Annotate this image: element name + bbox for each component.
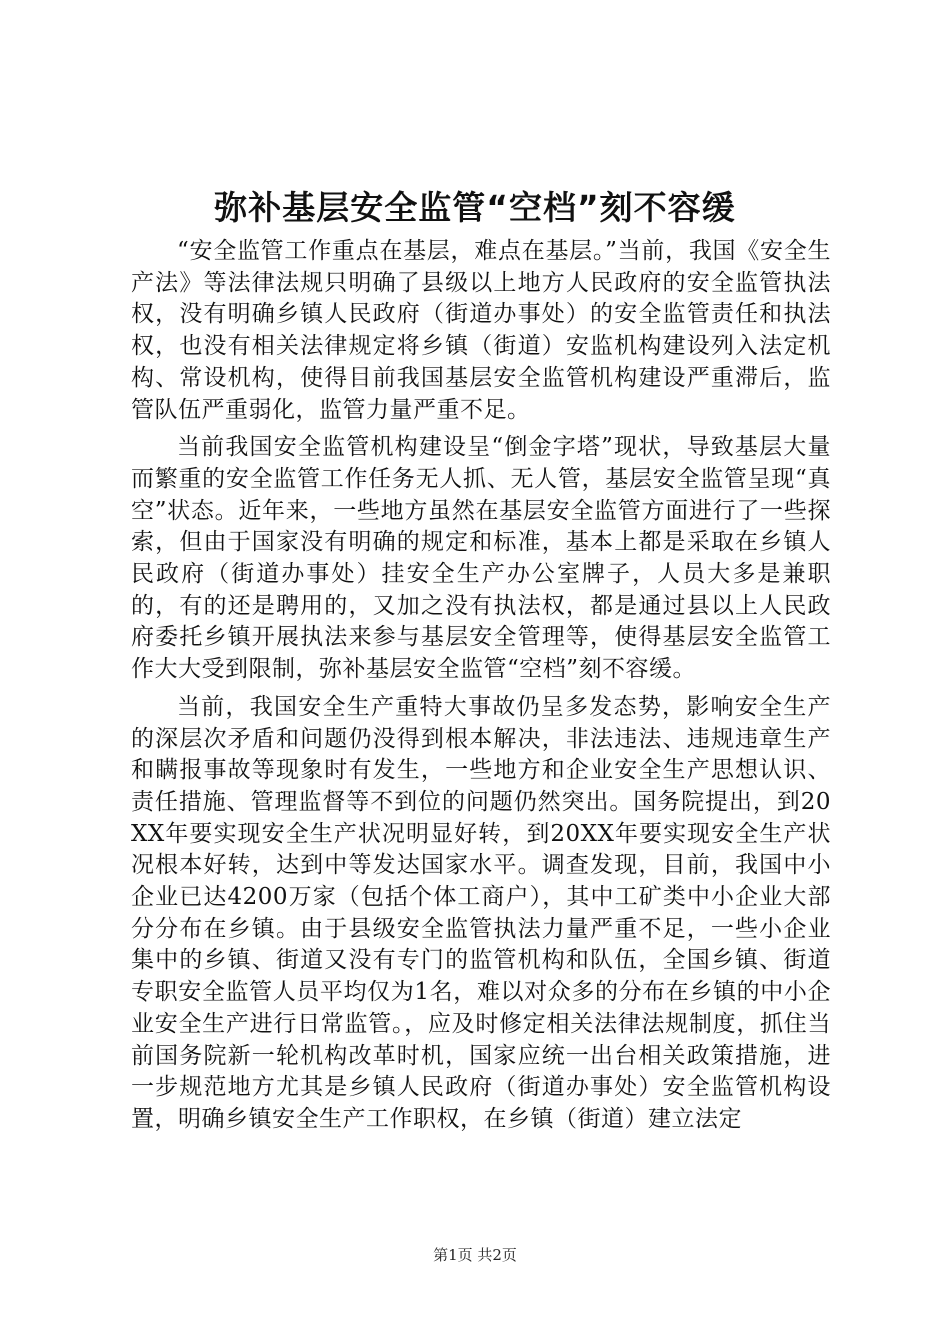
document-title: 弥补基层安全监管“空档”刻不容缓	[214, 188, 736, 227]
page-number-indicator: 第1页 共2页	[433, 1246, 517, 1264]
paragraph-1: “安全监管工作重点在基层，难点在基层。”当前，我国《安全生产法》等法律法规只明确了县级以上地方人民政府的安全监管执法权，没有明确乡镇人民政府（街道办事处）的安全监管责任和执法权，也没有相关法律规定将乡镇（街道）安监机构建设列入法定机构、常设机构，使得目前我国基层安全监管机构建设严重滞后，监管队伍严重弱化，监管力量严重不足。	[131, 238, 831, 423]
page-footer	[0, 1244, 950, 1266]
document-body	[131, 236, 831, 1136]
paragraph-3: 当前，我国安全生产重特大事故仍呈多发态势，影响安全生产的深层次矛盾和问题仍没得到根本解决，非法违法、违规违章生产和瞒报事故等现象时有发生，一些地方和企业安全生产思想认识、责任措施、管理监督等不到位的问题仍然突出。国务院提出，到20XX年要实现安全生产状况明显好转，到20XX年要实现安全生产状况根本好转，达到中等发达国家水平。调查发现，目前，我国中小企业已达4200万家（包括个体工商户），其中工矿类中小企业大部分分布在乡镇。由于县级安全监管执法力量严重不足，一些小企业集中的乡镇、街道又没有专门的监管机构和队伍，全国乡镇、街道专职安全监管人员平均仅为1名，难以对众多的分布在乡镇的中小企业安全生产进行日常监管。，应及时修定相关法律法规制度，抓住当前国务院新一轮机构改革时机，国家应统一出台相关政策措施，进一步规范地方尤其是乡镇人民政府（街道办事处）安全监管机构设置，明确乡镇安全生产工作职权，在乡镇（街道）建立法定	[131, 693, 831, 1132]
paragraph-2: 当前我国安全监管机构建设呈“倒金字塔”现状，导致基层大量而繁重的安全监管工作任务无人抓、无人管，基层安全监管呈现“真空”状态。近年来，一些地方虽然在基层安全监管方面进行了一些探索，但由于国家没有明确的规定和标准，基本上都是采取在乡镇人民政府（街道办事处）挂安全生产办公室牌子，人员大多是兼职的，有的还是聘用的，又加之没有执法权，都是通过县以上人民政府委托乡镇开展执法来参与基层安全管理等，使得基层安全监管工作大大受到限制，弥补基层安全监管“空档”刻不容缓。	[131, 434, 831, 683]
